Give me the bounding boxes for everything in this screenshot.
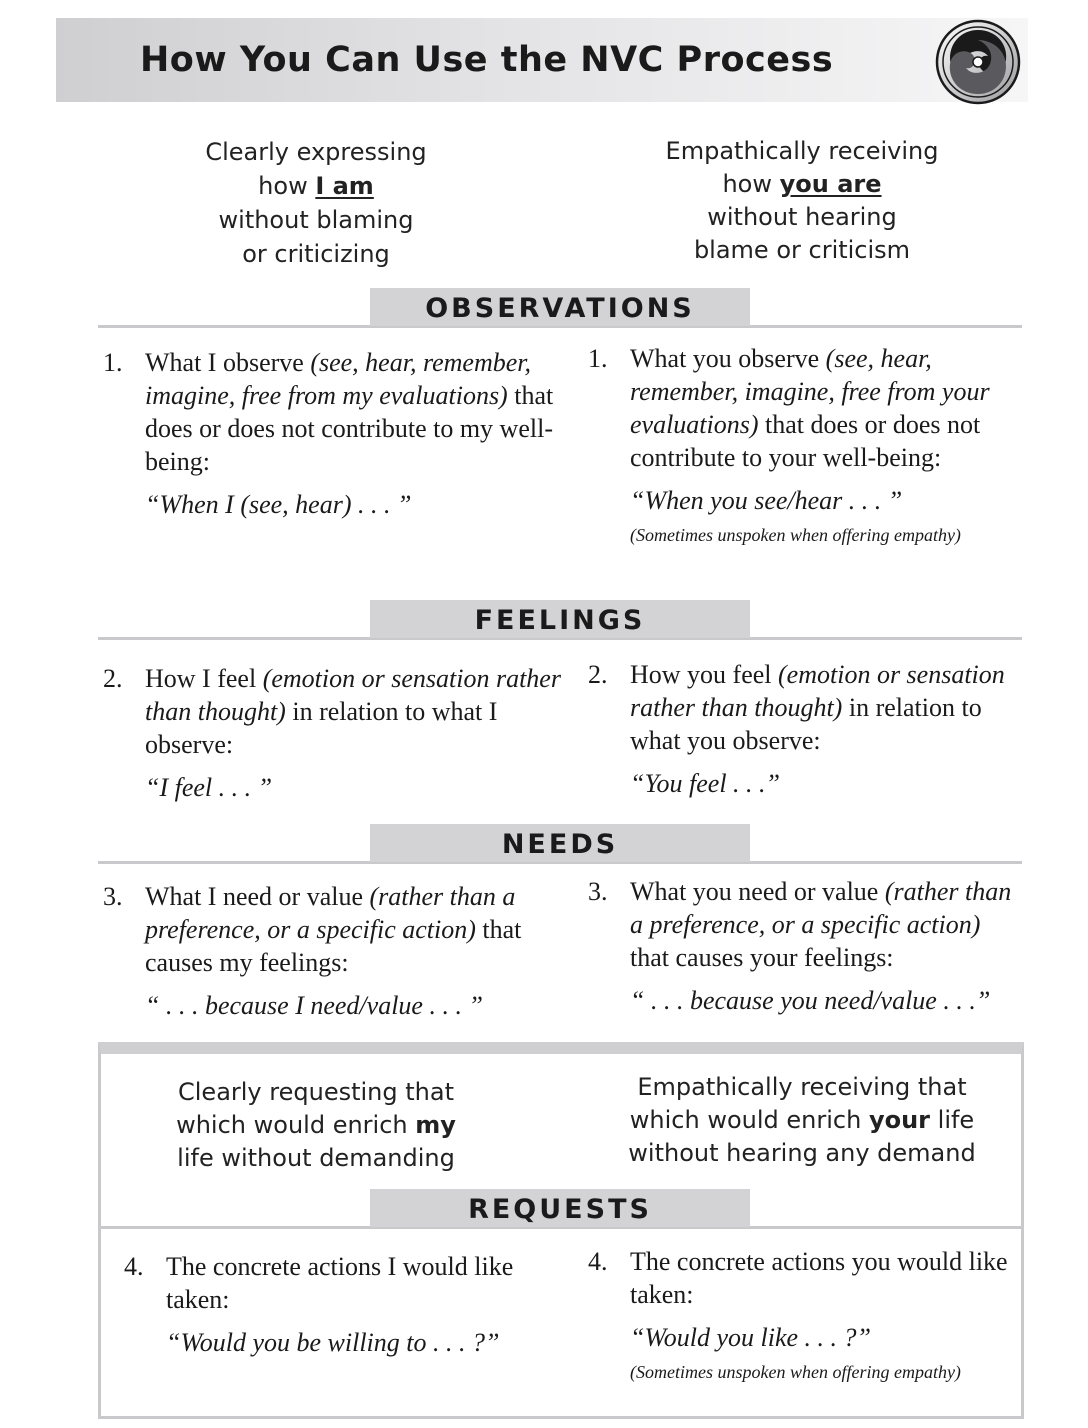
item-quote: “Would you like . . . ?”	[630, 1323, 871, 1352]
item-text: How I feel (emotion or sensation rather than thought) in relation to what I observe:	[145, 664, 561, 759]
req-right-line2: which would enrich your life	[629, 1106, 975, 1134]
item-text: How you feel (emotion or sensation rather than thought) in relation to what you observe:	[630, 660, 1005, 755]
section-feelings: FEELINGS	[370, 600, 750, 638]
intro-right-line2: how you are	[722, 170, 882, 198]
intro-right-line3: without hearing	[707, 203, 897, 231]
intro-left-emphasis: I am	[315, 172, 374, 200]
intro-left-line2: how I am	[258, 172, 374, 200]
item-quote: “ . . . because I need/value . . . ”	[145, 991, 483, 1020]
req-left-line2: which would enrich my	[176, 1111, 456, 1139]
intro-left-line1: Clearly expressing	[205, 138, 427, 166]
item-quote: “When I (see, hear) . . . ”	[145, 490, 412, 519]
intro-expressing	[106, 135, 526, 271]
item-number: 2.	[588, 660, 608, 689]
item-number: 1.	[588, 344, 608, 373]
requests-intro-receiving	[592, 1071, 1012, 1170]
item-text: What you observe (see, hear, remember, imagine, free from your evaluations) that does or does not contribute to your well-being:	[630, 344, 990, 472]
intro-right-emphasis: you are	[779, 170, 882, 198]
item-text: What I need or value (rather than a preference, or a specific action) that causes my feelings:	[145, 882, 522, 977]
item-number: 3.	[103, 882, 123, 911]
page-header	[56, 18, 1028, 102]
item-quote: “I feel . . . ”	[145, 773, 273, 802]
intro-receiving	[592, 135, 1012, 267]
intro-right-line1: Empathically receiving	[665, 137, 939, 165]
item-quote: “When you see/hear . . . ”	[630, 486, 903, 515]
nvc-swirl-logo-icon	[934, 18, 1022, 106]
item-number: 4.	[588, 1247, 608, 1276]
section-requests: REQUESTS	[370, 1189, 750, 1227]
item-quote: “ . . . because you need/value . . .”	[630, 986, 991, 1015]
req-right-line3: without hearing any demand	[628, 1139, 976, 1167]
item-text: The concrete actions I would like taken:	[166, 1252, 514, 1314]
item-text: The concrete actions you would like taken:	[630, 1247, 1008, 1309]
item-number: 2.	[103, 664, 123, 693]
item-number: 1.	[103, 348, 123, 377]
item-text: What you need or value (rather than a preference, or a specific action) that causes your feelings:	[630, 877, 1012, 972]
item-note: (Sometimes unspoken when offering empathy)	[630, 1362, 961, 1382]
intro-left-line4: or criticizing	[242, 240, 390, 268]
req-left-emphasis: my	[415, 1111, 456, 1139]
intro-left-line3: without blaming	[218, 206, 414, 234]
feelings-expressing	[103, 662, 575, 804]
observation-expressing	[103, 346, 575, 521]
intro-right-line4: blame or criticism	[693, 236, 911, 264]
requests-receiving	[588, 1245, 1015, 1384]
requests-intro-expressing	[106, 1076, 526, 1175]
needs-receiving	[588, 875, 1022, 1017]
needs-expressing	[103, 880, 575, 1022]
item-number: 4.	[124, 1252, 144, 1281]
item-text: What I observe (see, hear, remember, imagine, free from my evaluations) that does or does not contribute to my well-being:	[145, 348, 554, 476]
observation-receiving	[588, 342, 1022, 547]
req-left-line3: life without demanding	[177, 1144, 455, 1172]
item-quote: “Would you be willing to . . . ?”	[166, 1328, 500, 1357]
item-note: (Sometimes unspoken when offering empathy)	[630, 525, 961, 545]
req-left-line1: Clearly requesting that	[178, 1078, 454, 1106]
section-needs: NEEDS	[370, 824, 750, 862]
section-observations: OBSERVATIONS	[370, 288, 750, 326]
feelings-receiving	[588, 658, 1022, 800]
requests-expressing	[124, 1250, 566, 1359]
req-right-line1: Empathically receiving that	[637, 1073, 967, 1101]
item-quote: “You feel . . .”	[630, 769, 781, 798]
req-right-emphasis: your	[868, 1106, 931, 1134]
page-title: How You Can Use the NVC Process	[140, 40, 834, 80]
item-number: 3.	[588, 877, 608, 906]
